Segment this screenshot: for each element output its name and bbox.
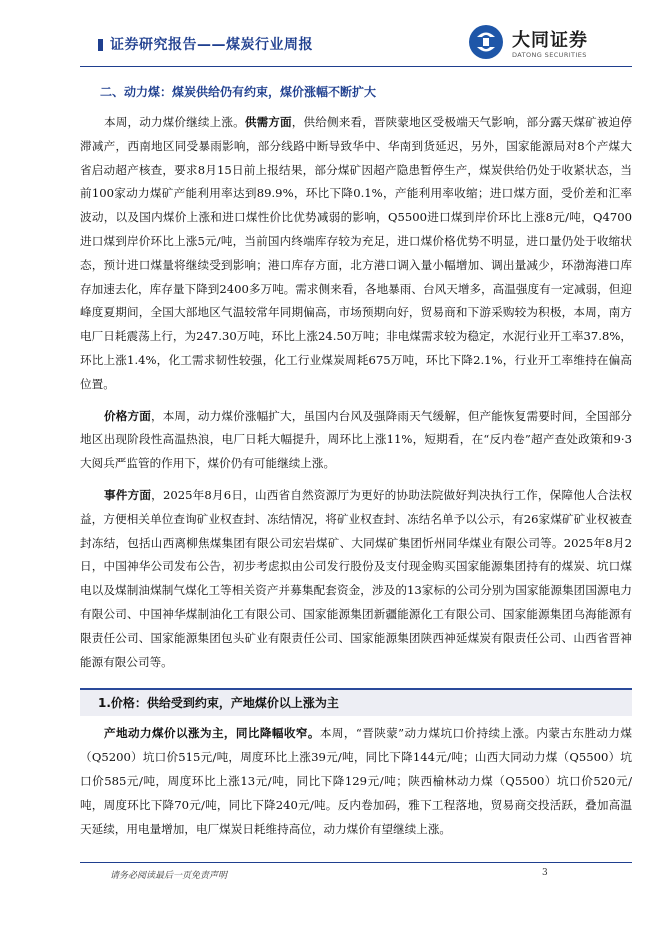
origin-price-paragraph: [80, 722, 632, 841]
paragraph-keyword: 产地动力煤价以涨为主，同比降幅收窄。: [104, 726, 320, 741]
datong-logo-icon: [468, 24, 504, 60]
header-divider: [80, 66, 632, 67]
paragraph-keyword: 事件方面: [104, 487, 152, 502]
paragraph-lead: 本周，动力煤价继续上涨。: [104, 115, 245, 129]
subsection-heading: 1.价格：供给受到约束，产地煤价以上涨为主: [80, 688, 632, 716]
paragraph-text: 本周，“晋陕蒙”动力煤坑口价持续上涨。内蒙古东胜动力煤（Q5200）坑口价515元/吨，周度环比上涨39元/吨，同比下降144元/吨；山西大同动力煤（Q5500）坑口价585元/吨，周度环比上涨13元/吨，同比下降129元/吨；陕西榆林动力煤（Q5500）坑口价520元/吨，周度环比下降70元/吨，同比下降240元/吨。反内卷加码，雅下工程落地，贸易商交投活跃，叠加高温天延续，用电量增加，电厂煤炭日耗维持高位，动力煤价有望继续上涨。: [80, 726, 632, 836]
paragraph-keyword: 供需方面: [244, 115, 292, 129]
paragraph-keyword: 价格方面: [104, 408, 151, 423]
section-heading: 二、动力煤：煤炭供给仍有约束，煤价涨幅不断扩大: [100, 85, 377, 99]
supply-demand-paragraph: [80, 111, 632, 397]
logo-text-cn: 大同证券: [512, 30, 588, 51]
events-paragraph: [80, 484, 632, 674]
logo-text-en: DATONG SECURITIES: [512, 51, 587, 59]
paragraph-text: ，本周，动力煤价涨幅扩大，虽国内台风及强降雨天气缓解，但产能恢复需要时间，全国部分地区出现阶段性高温热浪，电厂日耗大幅提升，周环比上涨11%，短期看，在“反内卷”超产查处政策和9·3大阅兵严监管的作用下，煤价仍有可能继续上涨。: [80, 408, 632, 471]
disclaimer-note: 请务必阅读最后一页免责声明: [110, 871, 228, 881]
company-logo: [468, 24, 618, 64]
footer-divider: [80, 862, 632, 863]
report-body: [80, 82, 632, 849]
paragraph-text: ，2025年8月6日，山西省自然资源厅为更好的协助法院做好判决执行工作，保障他人合法权益，方便相关单位查询矿业权查封、冻结情况，将矿业权查封、冻结名单予以公示，有26家煤矿矿业权被查封冻结，包括山西离柳焦煤集团有限公司宏岩煤矿、大同煤矿集团忻州同华煤业有限公司等。2025年8月2日，中国神华公司发布公告，初步考虑拟由公司发行股份及支付现金购买国家能源集团持有的煤炭、坑口煤电以及煤制油煤制气煤化工等相关资产并募集配套资金，涉及的13家标的公司分别为国家能源集团国源电力有限公司、中国神华煤制油化工有限公司、国家能源集团新疆能源化工有限公司、国家能源集团乌海能源有限责任公司、国家能源集团包头矿业有限责任公司、国家能源集团陕西神延煤炭有限责任公司、山西省晋神能源有限公司等。: [80, 487, 632, 669]
header-marker: [98, 39, 103, 51]
report-title: 证券研究报告——煤炭行业周报: [110, 37, 313, 53]
price-paragraph: [80, 405, 632, 476]
page-number: 3: [542, 868, 548, 878]
page-header: [0, 0, 662, 72]
paragraph-text: ，供给侧来看，晋陕蒙地区受极端天气影响，部分露天煤矿被迫停滞减产，西南地区同受暴雨影响，部分线路中断导致华中、华南到货延迟，另外，国家能源局对8个产煤大省启动超产核查，要求8月15日前上报结果，部分煤矿因超产隐患暂停生产，煤炭供给仍处于收紧状态，当前100家动力煤矿产能利用率达到89.9%，环比下降0.1%，产能利用率收缩；进口煤方面，受价差和汇率波动，以及国内煤价上涨和进口煤性价比优势减弱的影响，Q5500进口煤到岸价环比上涨8元/吨，Q4700进口煤到岸价环比上涨5元/吨，当前国内终端库存较为充足，进口煤价格优势不明显，进口量仍处于收缩状态，预计进口煤量将继续受到影响；港口库存方面，北方港口调入量小幅增加、调出量减少，环渤海港口库存加速去化，库存量下降到2400多万吨。需求侧来看，各地暴雨、台风天增多，高温强度有一定减弱，但迎峰度夏期间，全国大部地区气温较常年同期偏高，市场预期向好，贸易商和下游采购较为积极，本周，南方电厂日耗震荡上行，为247.30万吨，环比上涨24.50万吨；非电煤需求较为稳定，水泥行业开工率37.8%，环比上涨1.4%，化工需求韧性较强，化工行业煤炭周耗675万吨，环比下降2.1%，行业开工率维持在偏高位置。: [80, 115, 632, 391]
